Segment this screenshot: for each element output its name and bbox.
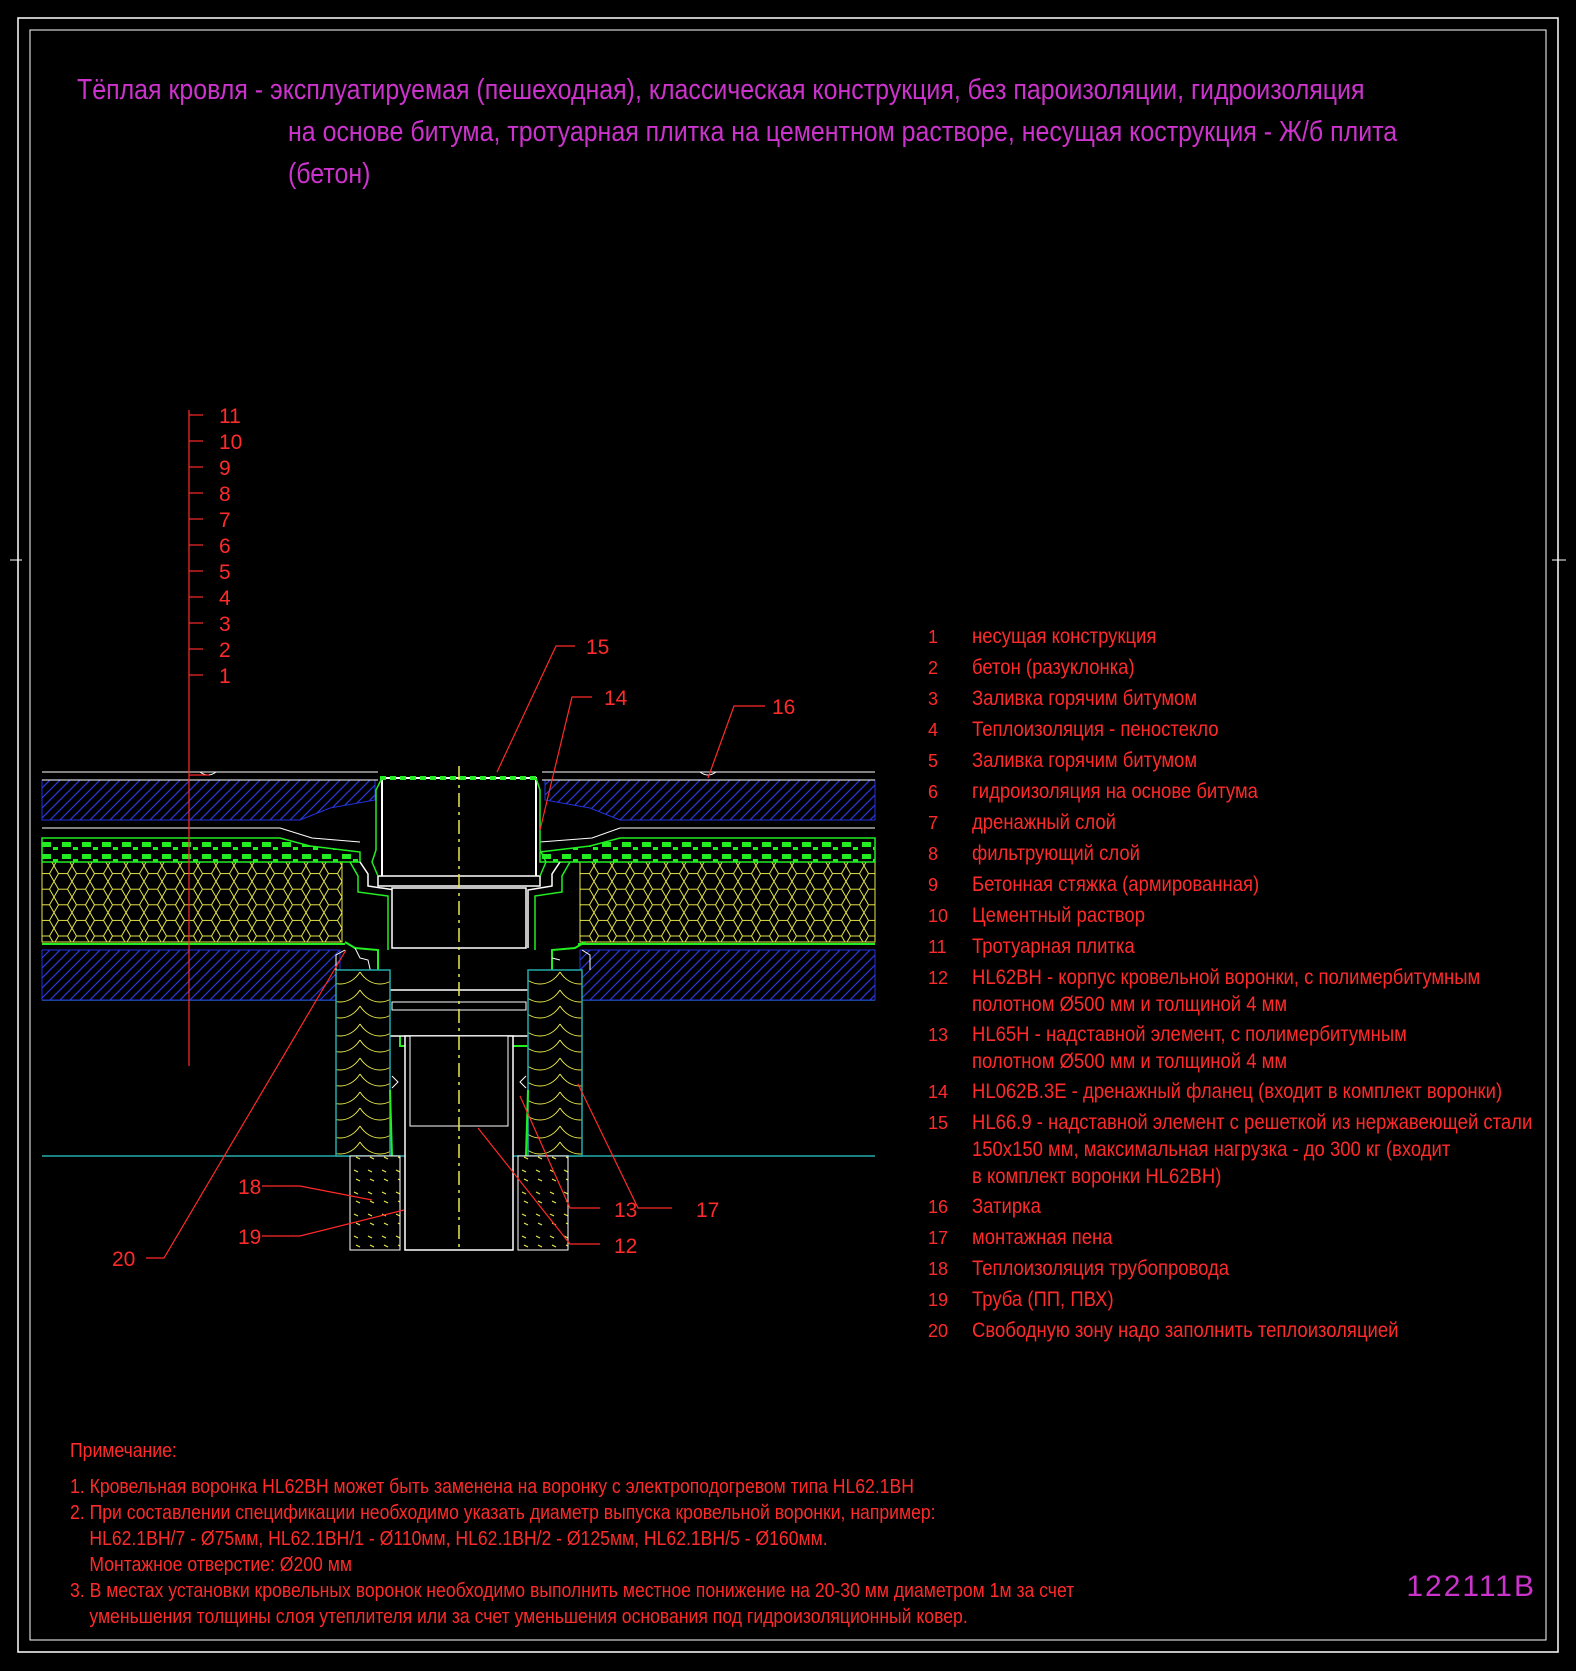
- scale-label: 1: [219, 665, 231, 688]
- legend-description-line: Теплоизоляция - пеностекло: [972, 718, 1219, 741]
- legend-number: 17: [928, 1228, 949, 1248]
- legend-description-line: Труба (ПП, ПВХ): [972, 1288, 1114, 1311]
- scale-label: 7: [219, 509, 231, 532]
- note-2a: 2. При составлении спецификации необходимо указать диаметр выпуска кровельной воронки, например:: [70, 1502, 936, 1524]
- legend-number: 5: [928, 751, 939, 771]
- legend-description-line: 150x150 мм, максимальная нагрузка - до 300 кг (входит: [972, 1138, 1451, 1161]
- legend-description-line: бетон (разуклонка): [972, 656, 1135, 679]
- legend-number: 18: [928, 1259, 949, 1279]
- legend-description-line: Затирка: [972, 1195, 1041, 1218]
- callout-18: 18: [238, 1176, 262, 1199]
- notes-block: [70, 1438, 1211, 1630]
- legend-number: 10: [928, 906, 949, 926]
- legend-number: 20: [928, 1321, 949, 1341]
- legend-number: 6: [928, 782, 939, 802]
- scale-label: 11: [219, 405, 241, 428]
- legend-number: 14: [928, 1082, 949, 1102]
- drawing-title-line3: (бетон): [288, 158, 371, 190]
- roof-section: [42, 766, 875, 1252]
- legend-description: [972, 1078, 1502, 1105]
- legend-description-line: Теплоизоляция трубопровода: [972, 1257, 1230, 1280]
- callout-14: 14: [604, 687, 628, 710]
- legend-description-line: полотном Ø500 мм и толщиной 4 мм: [972, 1050, 1288, 1073]
- legend-description: [972, 747, 1197, 774]
- legend-number: 8: [928, 844, 939, 864]
- legend-description: [972, 654, 1135, 681]
- note-3a: 3. В местах установки кровельных воронок необходимо выполнить местное понижение на 20-30 мм диаметром 1м за счет: [70, 1580, 1075, 1602]
- scale-label: 10: [219, 431, 243, 454]
- inner-frame: [30, 30, 1546, 1640]
- note-3b: уменьшения толщины слоя утеплителя или за счет уменьшения основания под гидроизоляционный ковер.: [89, 1606, 968, 1628]
- scale-label: 9: [219, 457, 231, 480]
- scale-label: 6: [219, 535, 231, 558]
- legend-description: [972, 1021, 1407, 1075]
- legend-description: [972, 840, 1140, 867]
- legend-description-line: гидроизоляция на основе битума: [972, 780, 1258, 803]
- outer-frame: [18, 18, 1558, 1652]
- legend-number: 3: [928, 689, 939, 709]
- callout-19: 19: [238, 1226, 262, 1249]
- legend-description: [972, 1317, 1398, 1344]
- legend-number: 19: [928, 1290, 949, 1310]
- callout-16: 16: [772, 696, 796, 719]
- callout-17: 17: [696, 1199, 720, 1222]
- legend-description-line: Тротуарная плитка: [972, 935, 1135, 958]
- legend-description-line: Цементный раствор: [972, 904, 1145, 927]
- legend-description-line: дренажный слой: [972, 811, 1116, 834]
- note-2c: Монтажное отверстие: Ø200 мм: [89, 1554, 352, 1576]
- legend-description-line: HL62BH - корпус кровельной воронки, с полимербитумным: [972, 966, 1481, 989]
- legend-description-line: Свободную зону надо заполнить теплоизоляцией: [972, 1319, 1399, 1342]
- legend-description: [972, 623, 1156, 650]
- legend-description: [972, 778, 1258, 805]
- legend-description: [972, 809, 1116, 836]
- notes-heading: Примечание:: [70, 1440, 177, 1462]
- scale-label: 4: [219, 587, 231, 610]
- legend-number: 9: [928, 875, 939, 895]
- legend-number: 13: [928, 1025, 949, 1045]
- legend-number: 7: [928, 813, 939, 833]
- legend-description-line: монтажная пена: [972, 1226, 1113, 1249]
- legend-description: [972, 685, 1197, 712]
- legend-description: [972, 902, 1145, 929]
- note-1: 1. Кровельная воронка HL62BH может быть заменена на воронку с электроподогревом типа HL62.1BH: [70, 1476, 914, 1498]
- legend-description: [972, 964, 1480, 1018]
- legend-number: 16: [928, 1197, 949, 1217]
- scale-label: 3: [219, 613, 231, 636]
- legend-description: [972, 933, 1135, 960]
- legend-description-line: несущая конструкция: [972, 625, 1157, 648]
- legend-number: 2: [928, 658, 939, 678]
- drawing-title-line2: на основе битума, тротуарная плитка на цементном растворе, несущая кострукция - Ж/б плита: [288, 116, 1398, 148]
- callout-15: 15: [586, 636, 610, 659]
- callout-20: 20: [112, 1248, 136, 1271]
- legend-description: [972, 871, 1259, 898]
- callout-13: 13: [614, 1199, 638, 1222]
- callout-12: 12: [614, 1235, 638, 1258]
- legend-number: 11: [928, 937, 947, 957]
- scale-label: 8: [219, 483, 231, 506]
- legend-description-line: полотном Ø500 мм и толщиной 4 мм: [972, 993, 1288, 1016]
- legend-description: [972, 1224, 1112, 1251]
- legend-description: [972, 1109, 1532, 1190]
- legend-number: 1: [928, 627, 939, 647]
- legend-number: 4: [928, 720, 939, 740]
- drawing-code: 122111B: [1406, 1570, 1536, 1603]
- legend-number: 15: [928, 1113, 949, 1133]
- legend-description-line: Заливка горячим битумом: [972, 687, 1198, 710]
- drawing-title-line1: Тёплая кровля - эксплуатируемая (пешеходная), классическая конструкция, без пароизоляции, гидроизоляция: [77, 74, 1365, 106]
- legend-description-line: Заливка горячим битумом: [972, 749, 1198, 772]
- scale-label: 2: [219, 639, 231, 662]
- legend-description: [972, 1255, 1229, 1282]
- legend-description-line: HL66.9 - надставной элемент с решеткой из нержавеющей стали: [972, 1111, 1533, 1134]
- legend-description-line: HL65H - надставной элемент, с полимербитумным: [972, 1023, 1407, 1046]
- legend-description-line: Бетонная стяжка (армированная): [972, 873, 1260, 896]
- legend-description: [972, 1286, 1114, 1313]
- note-2b: HL62.1BH/7 - Ø75мм, HL62.1BH/1 - Ø110мм, HL62.1BH/2 - Ø125мм, HL62.1BH/5 - Ø160мм.: [89, 1528, 828, 1550]
- scale-label: 5: [219, 561, 231, 584]
- legend-description-line: фильтрующий слой: [972, 842, 1140, 865]
- legend-description: [972, 716, 1218, 743]
- legend-number: 12: [928, 968, 949, 988]
- legend-description-line: HL062B.3E - дренажный фланец (входит в комплект воронки): [972, 1080, 1503, 1103]
- legend-description-line: в комплект воронки HL62BH): [972, 1165, 1222, 1188]
- legend-description: [972, 1193, 1041, 1220]
